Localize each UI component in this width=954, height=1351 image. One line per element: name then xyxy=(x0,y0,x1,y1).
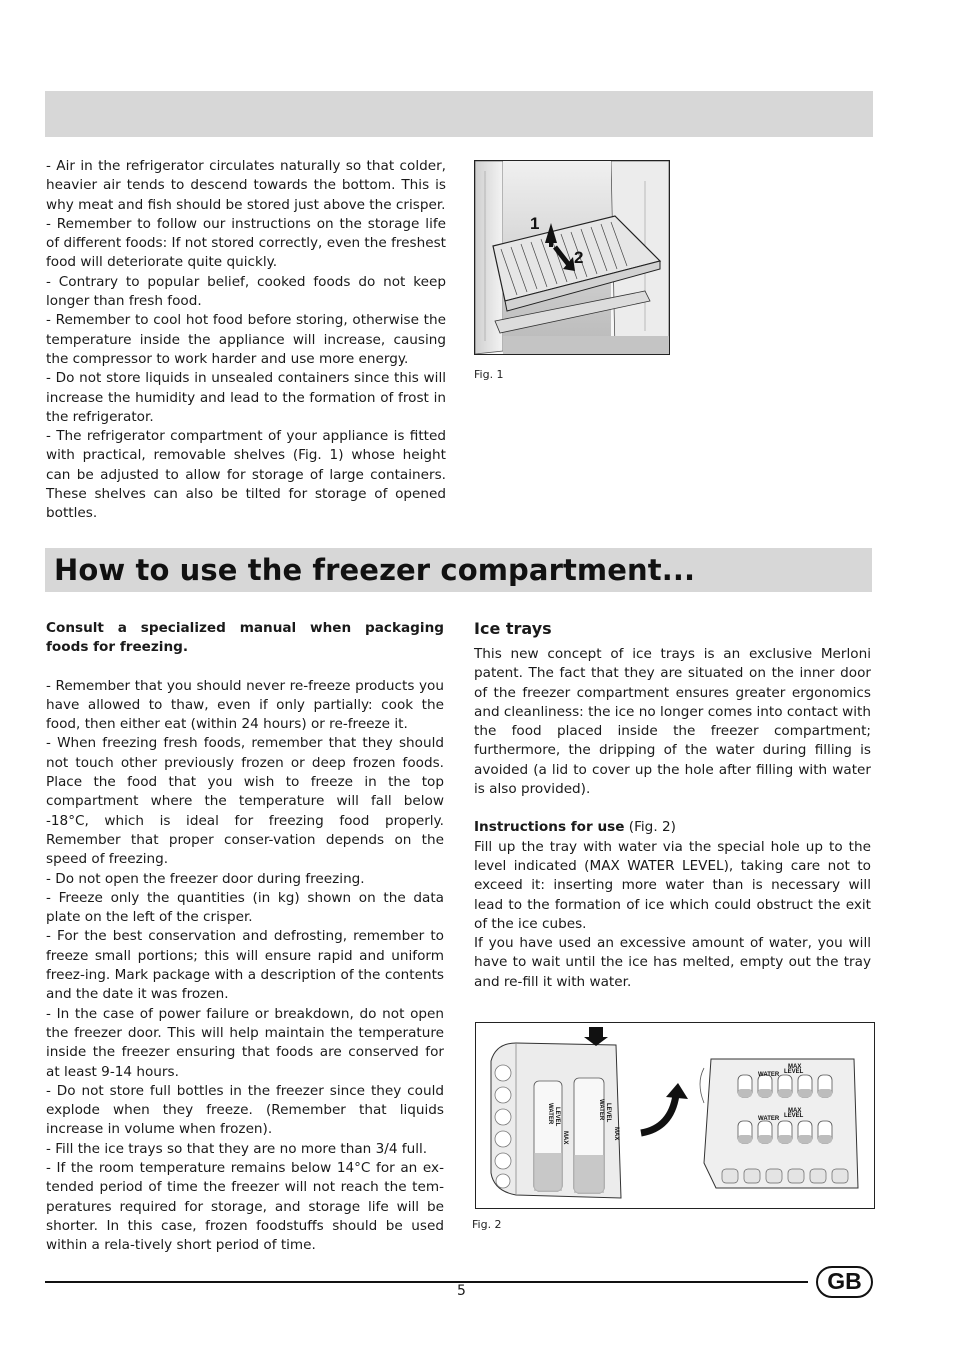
instructions-heading xyxy=(474,818,871,837)
freezer-guidelines-text xyxy=(46,619,444,1256)
guideline-paragraph: - When freezing fresh foods, remember that they should not touch other previously frozen or deep frozen foods. Place the food that you wish to freeze in the top compartment where the temperature will fall below -18°C, which is ideal for freezing food properly. Remember that proper conser-vation depends on the speed of freezing. xyxy=(46,735,444,868)
ice-trays-heading: Ice trays xyxy=(474,619,552,638)
guideline-paragraph: - Remember that you should never re-freeze products you have allowed to thaw, even if only partially: cook the food, then either eat (within 24 hours) or re-freeze it. xyxy=(46,677,444,733)
header-band xyxy=(45,91,873,137)
ice-trays-text xyxy=(474,619,871,992)
guideline-paragraph: - If the room temperature remains below 14°C for an ex-tended period of time the freezer will not reach the tem-peratures required for storage, and storage life will be shorter. In this case, frozen foodstuffs should be used within a rela-tively short period of time. xyxy=(46,1160,444,1254)
tray-side-max-label: MAX xyxy=(562,1131,568,1145)
tray-front-level-label-2: LEVEL xyxy=(784,1113,804,1119)
tray-side-max-label-2: MAX xyxy=(613,1127,619,1141)
figure-1-shelf-illustration xyxy=(474,160,670,355)
refrigerator-tips-text xyxy=(46,157,446,524)
tray-side-level-label: LEVEL xyxy=(554,1107,560,1127)
instructions-figure-ref: (Fig. 2) xyxy=(624,819,676,836)
excess-water-text: If you have used an excessive amount of water, you will have to wait until the ice has melted, empty out the tray and re-fill it with water. xyxy=(474,935,871,990)
guideline-paragraph: - Do not store full bottles in the freezer since they could explode when they freeze. (Remember that liquids increase in volume when frozen). xyxy=(46,1082,444,1138)
guideline-paragraph: - In the case of power failure or breakdown, do not open the freezer door. This will help maintain the temperature inside the freezer ensuring that foods are conserved for at least 9-14 hours. xyxy=(46,1005,444,1080)
tray-front-max-label: MAX xyxy=(788,1064,802,1070)
figure-2-caption: Fig. 2 xyxy=(472,1218,502,1231)
tip-paragraph: - Remember to follow our instructions on the storage life of different foods: If not stored correctly, even the freshest food will deteriorate quite quickly. xyxy=(46,215,446,271)
footer-rule xyxy=(45,1281,808,1283)
fig1-label-1: 1 xyxy=(530,214,540,233)
instructions-label: Instructions for use xyxy=(474,819,625,836)
tray-side-water-label: WATER xyxy=(547,1103,553,1125)
page-number: 5 xyxy=(457,1283,466,1299)
tip-paragraph: - Contrary to popular belief, cooked foods do not keep longer than fresh food. xyxy=(46,273,446,310)
tip-paragraph: - Remember to cool hot food before storing, otherwise the temperature inside the appliance will increase, causing the compressor to work harder and use more energy. xyxy=(46,312,446,367)
tray-front-max-label-2: MAX xyxy=(788,1108,802,1114)
tray-side-water-label-2: WATER xyxy=(598,1099,604,1121)
guideline-paragraph: - Freeze only the quantities (in kg) shown on the data plate on the left of the crisper. xyxy=(46,889,444,926)
lead-note: Consult a specialized manual when packaging foods for freezing. xyxy=(46,620,444,656)
guideline-paragraph: - Fill the ice trays so that they are no more than 3/4 full. xyxy=(46,1140,428,1157)
tray-side-level-label-2: LEVEL xyxy=(605,1103,611,1123)
tray-front-water-label-2: WATER xyxy=(758,1116,780,1122)
figure-1-caption: Fig. 1 xyxy=(474,368,504,381)
tray-front-water-label: WATER xyxy=(758,1072,780,1078)
tip-paragraph: - Do not store liquids in unsealed containers since this will increase the humidity and lead to the formation of frost in the refrigerator. xyxy=(46,370,446,425)
language-badge: GB xyxy=(816,1266,873,1298)
section-title: How to use the freezer compartment... xyxy=(54,553,696,587)
fig1-label-2: 2 xyxy=(574,248,584,267)
guideline-paragraph: - For the best conservation and defrosting, remember to freeze small portions; this will ensure rapid and uniform freez-ing. Mark package with a description of the contents and the date it was frozen. xyxy=(46,928,444,1003)
tip-paragraph: - Air in the refrigerator circulates naturally so that colder, heavier air tends to descend towards the bottom. This is why meat and fish should be stored just above the crisper. xyxy=(46,158,446,213)
tray-front-level-label: LEVEL xyxy=(784,1069,804,1075)
figure-2-ice-tray-illustration xyxy=(475,1022,875,1209)
guideline-paragraph: - Do not open the freezer door during freezing. xyxy=(46,870,365,887)
instructions-text: Fill up the tray with water via the special hole up to the level indicated (MAX WATER LEVEL), taking care not to exceed it: inserting more water than is necessary will lead to the formation of ice which could obstruct the exit of the ice cubes. xyxy=(474,838,871,932)
tip-paragraph: - The refrigerator compartment of your appliance is fitted with practical, removable shelves (Fig. 1) whose height can be adjusted to allow for storage of large containers. These shelves can also be tilted for storage of opened bottles. xyxy=(46,428,446,522)
ice-trays-intro: This new concept of ice trays is an exclusive Merloni patent. The fact that they are situated on the inner door of the freezer compartment ensures greater ergonomics and cleanliness: the ice no longer comes into contact with the food placed inside the freezer compartment; furthermore, the dripping of the water during filling is avoided (a lid to cover up the hole after filling with water is also provided). xyxy=(474,646,871,798)
